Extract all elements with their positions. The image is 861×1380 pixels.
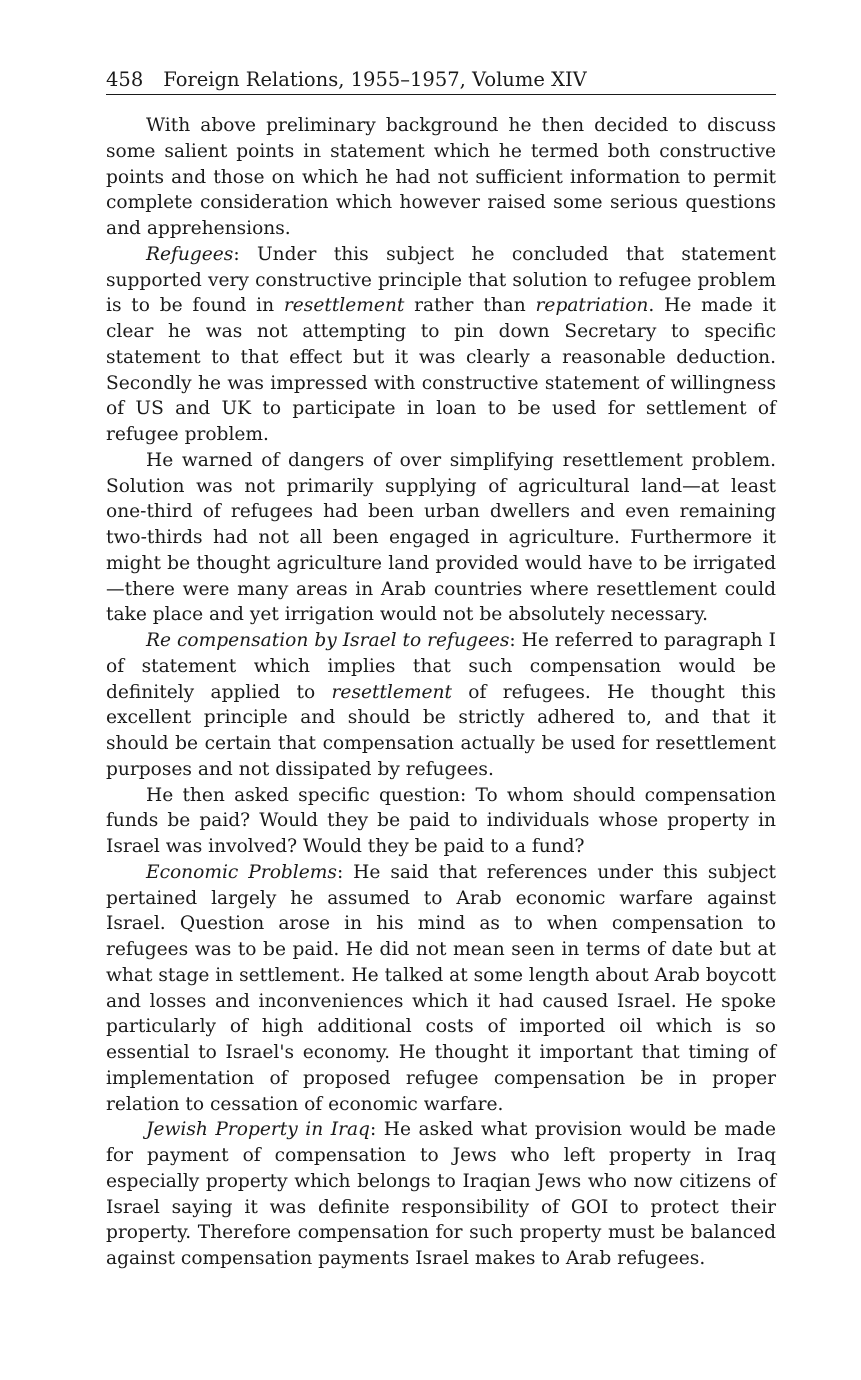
volume-title: Foreign Relations, 1955–1957, Volume XIV — [163, 68, 587, 91]
paragraph-lead: Re compensation by Israel to refugees — [146, 630, 510, 651]
paragraph-economic-problems: Economic Problems: He said that references under this subject pertained largely he assumed to Arab economic warfare against Israel. Question arose in his mind as to when compensation to refugees was to be paid. He did not mean seen in terms of date but at what stage in settlement. He talked at some length about Arab boycott and losses and inconveniences which it had caused Israel. He spoke particularly of high additional costs of imported oil which is so essential to Israel's economy. He thought it important that timing of implementation of proposed refugee compensation be in proper relation to cessation of economic warfare. — [106, 861, 777, 1115]
running-header — [106, 68, 776, 95]
paragraph-background: With above preliminary background he then decided to discuss some salient points in statement which he termed both constructive points and those on which he had not sufficient information to permit complete consideration which however raised some serious questions and apprehensions. — [106, 115, 776, 239]
paragraph-lead: Refugees — [146, 243, 234, 265]
page-number: 458 — [106, 68, 144, 91]
paragraph-compensation: Re compensation by Israel to refugees: He referred to paragraph I of statement which implies that such compensation would be definitely applied to resettlement of refugees. He thought this excellent principle and should be strictly adhered to, and that it should be certain that compensation actually be used for resettlement purposes and not dissipated by refugees. — [106, 630, 776, 780]
paragraph-lead: Jewish Property in Iraq — [146, 1119, 370, 1141]
paragraph-jewish-property-iraq: Jewish Property in Iraq: He asked what provision would be made for payment of compensation to Jews who left property in Iraq especially property which belongs to Iraqian Jews who now citizens of Israel saying it was definite responsibility of GOI to protect their property. Therefore compensation for such property must be balanced against compensation payments Israel makes to Arab refugees. — [106, 1119, 776, 1269]
paragraph-refugees: Refugees: Under this subject he concluded that statement supported very constructive principle that solution to refugee problem is to be found in resettlement rather than repatriation. He made it clear he was not attempting to pin down Secretary to specific statement to that effect but it was clearly a reasonable deduction. Secondly he was impressed with constructive statement of willingness of US and UK to participate in loan to be used for settlement of refugee problem. — [106, 243, 776, 445]
paragraph-resettlement-warning: He warned of dangers of over simplifying resettlement problem. Solution was not primarily supplying of agricultural land—at least one-third of refugees had been urban dwellers and even remaining two-thirds had not all been engaged in agriculture. Furthermore it might be thought agriculture land provided would have to be irrigated—there were many areas in Arab countries where resettlement could take place and yet irrigation would not be absolutely necessary. — [106, 449, 776, 626]
document-page — [106, 68, 776, 1272]
paragraph-lead: Economic Problems — [146, 861, 337, 883]
paragraph-compensation-question: He then asked specific question: To whom should compensation funds be paid? Would they be paid to individuals whose property in Israel was involved? Would they be paid to a fund? — [106, 784, 776, 857]
document-body — [106, 113, 776, 1272]
